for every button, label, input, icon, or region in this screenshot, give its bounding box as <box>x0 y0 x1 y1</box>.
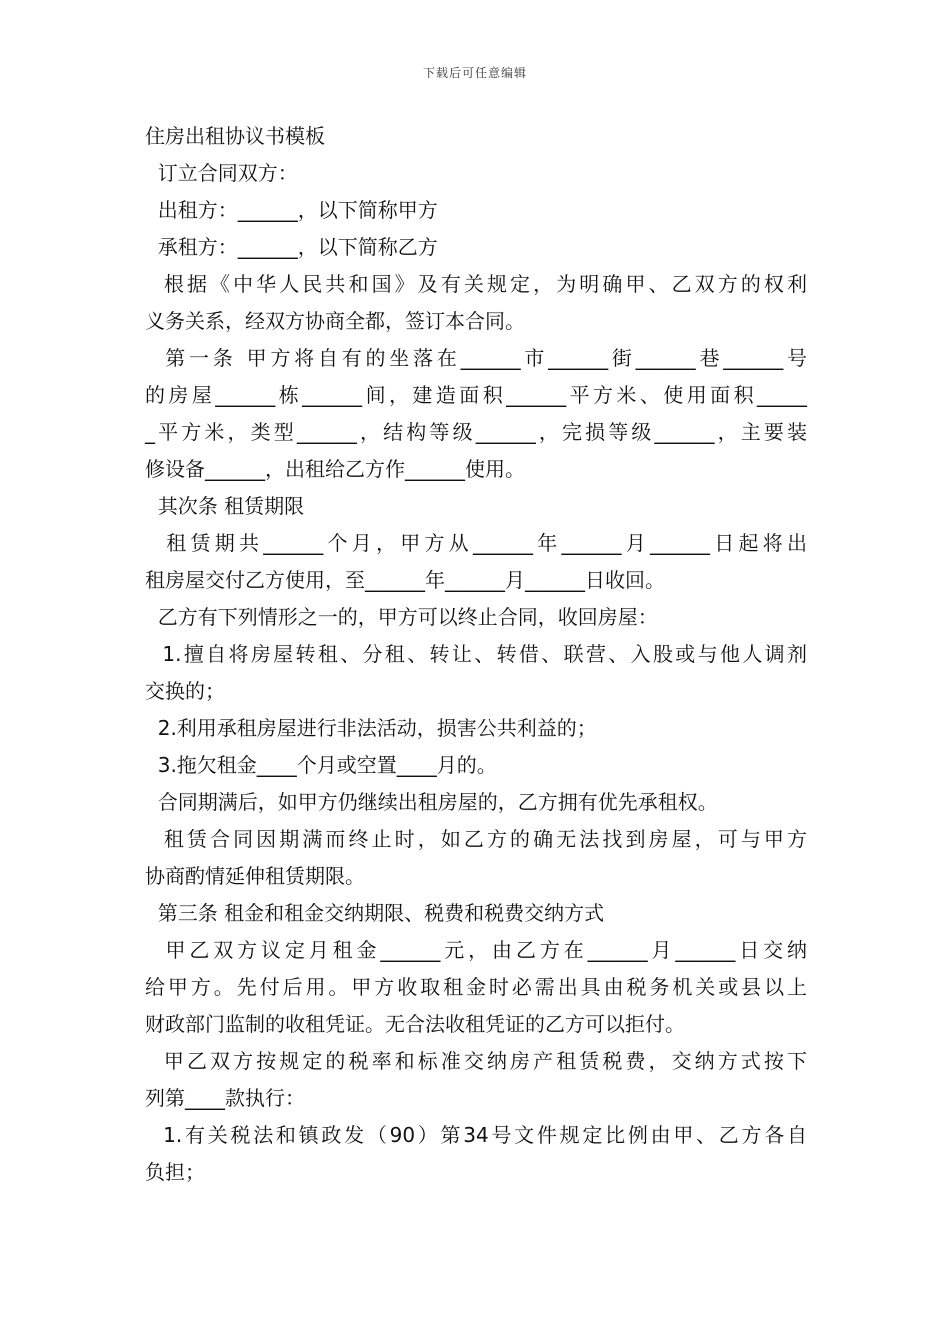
document-line: 义务关系，经双方协商全都，签订本合同。 <box>145 309 525 333</box>
document-line: 乙方有下列情形之一的，甲方可以终止合同，收回房屋： <box>145 605 658 629</box>
document-line: 1.有关税法和镇政发（90）第34号文件规定比例由甲、乙方各自 <box>145 1123 807 1147</box>
document-line: _平方米，类型______，结构等级______，完损等级______，主要装 <box>145 420 807 444</box>
document-line: 2.利用承租房屋进行非法活动，损害公共利益的； <box>145 716 597 740</box>
document-line: 负担； <box>145 1160 205 1184</box>
document-line: 列第____款执行： <box>145 1086 305 1110</box>
document-line: 甲乙双方按规定的税率和标准交纳房产租赁税费，交纳方式按下 <box>145 1049 807 1073</box>
page-header-note: 下载后可任意编辑 <box>422 66 527 80</box>
document-line: 租赁合同因期满而终止时，如乙方的确无法找到房屋，可与甲方 <box>145 827 807 851</box>
document-line: 承租方：______，以下简称乙方 <box>145 235 438 259</box>
document-line: 租房屋交付乙方使用，至______年______月______日收回。 <box>145 568 665 592</box>
document-line: 协商酌情延伸租赁期限。 <box>145 864 365 888</box>
document-line: 合同期满后，如甲方仍继续出租房屋的，乙方拥有优先承租权。 <box>145 790 718 814</box>
document-line: 给甲方。先付后用。甲方收取租金时必需出具由税务机关或县以上 <box>145 975 807 999</box>
document-line: 的房屋______栋______间，建造面积______平方米、使用面积_____ <box>145 383 807 407</box>
document-line: 订立合同双方： <box>145 161 298 185</box>
document-line: 3.拖欠租金____个月或空置____月的。 <box>145 753 497 777</box>
document-line: 出租方：______，以下简称甲方 <box>145 198 438 222</box>
document-line: 1.擅自将房屋转租、分租、转让、转借、联营、入股或与他人调剂 <box>145 642 807 666</box>
document-body <box>145 118 807 1191</box>
document-line: 租赁期共______个月，甲方从______年______月______日起将出 <box>145 531 807 555</box>
document-line: 修设备______，出租给乙方作______使用。 <box>145 457 525 481</box>
document-line: 交换的； <box>145 679 225 703</box>
document-line: 根据《中华人民共和国》及有关规定，为明确甲、乙双方的权利 <box>145 272 807 296</box>
document-line: 甲乙双方议定月租金______元，由乙方在______月______日交纳 <box>145 938 807 962</box>
document-line: 财政部门监制的收租凭证。无合法收租凭证的乙方可以拒付。 <box>145 1012 685 1036</box>
document-line: 第三条 租金和租金交纳期限、税费和税费交纳方式 <box>145 901 605 925</box>
document-title: 住房出租协议书模板 <box>145 124 325 148</box>
document-line: 其次条 租赁期限 <box>145 494 305 518</box>
document-line: 第一条 甲方将自有的坐落在______市______街______巷______号 <box>145 346 807 370</box>
